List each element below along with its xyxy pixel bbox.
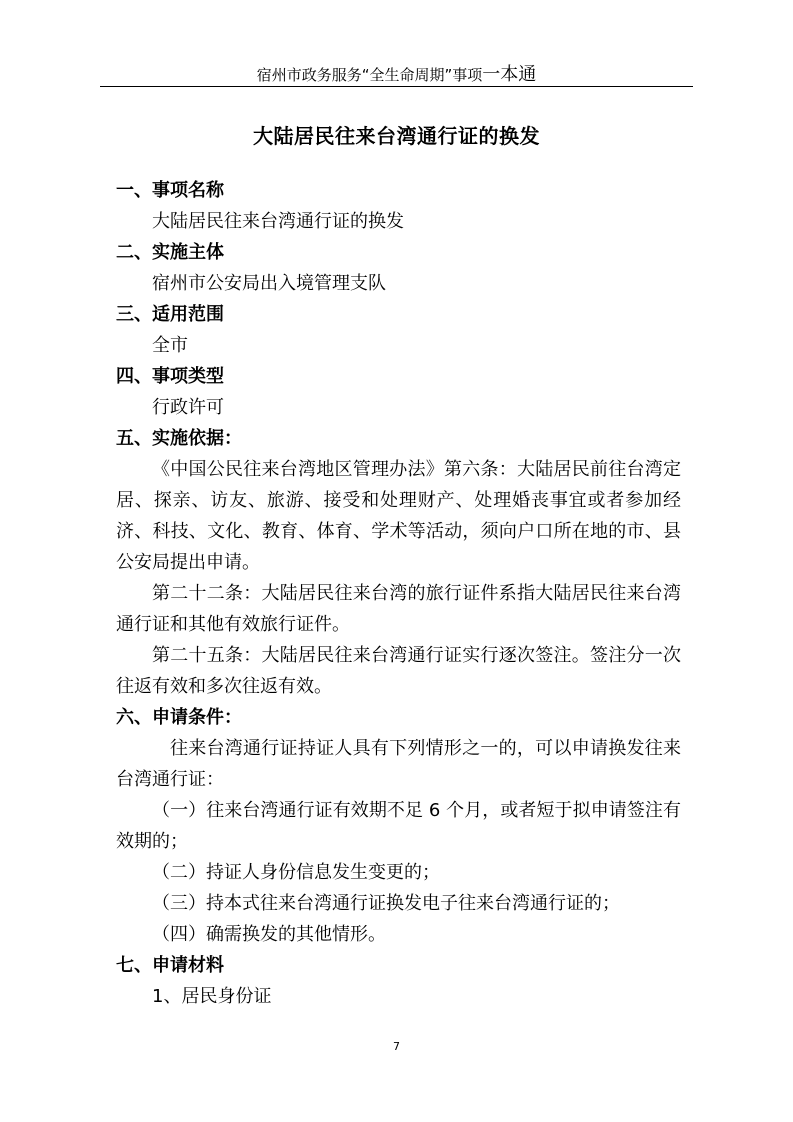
header-text: 宿州市政务服务“全生命周期”事项 bbox=[256, 66, 483, 84]
section-heading-conditions: 六、申请条件： bbox=[116, 707, 242, 728]
conditions-intro: 往来台湾通行证持证人具有下列情形之一的，可以申请换发往来台湾通行证： bbox=[116, 738, 681, 790]
basis-paragraph-3: 第二十五条：大陆居民往来台湾通行证实行逐次签注。签注分一次往返有效和多次往返有效。 bbox=[116, 645, 681, 697]
section-heading-scope: 三、适用范围 bbox=[116, 304, 224, 325]
material-item: 1、居民身份证 bbox=[152, 986, 272, 1007]
document-title: 大陆居民往来台湾通行证的换发 bbox=[253, 124, 540, 148]
running-header bbox=[100, 60, 693, 86]
header-rule bbox=[100, 86, 693, 87]
condition-item: （一）往来台湾通行证有效期不足 6 个月，或者短于拟申请签注有效期的； bbox=[116, 800, 681, 852]
scope-text: 全市 bbox=[152, 335, 188, 356]
condition-item: （四）确需换发的其他情形。 bbox=[152, 924, 386, 945]
type-text: 行政许可 bbox=[152, 397, 224, 418]
section-heading-implementer: 二、实施主体 bbox=[116, 242, 224, 263]
section-heading-item-name: 一、事项名称 bbox=[116, 180, 224, 201]
condition-item: （三）持本式往来台湾通行证换发电子往来台湾通行证的； bbox=[152, 893, 620, 914]
section-heading-basis: 五、实施依据： bbox=[116, 428, 242, 449]
page-number: 7 bbox=[393, 1040, 400, 1053]
section-heading-materials: 七、申请材料 bbox=[116, 955, 224, 976]
item-name-text: 大陆居民往来台湾通行证的换发 bbox=[152, 211, 404, 232]
section-heading-type: 四、事项类型 bbox=[116, 366, 224, 387]
condition-item: （二）持证人身份信息发生变更的； bbox=[152, 862, 440, 883]
basis-paragraph-1: 《中国公民往来台湾地区管理办法》第六条：大陆居民前往台湾定居、探亲、访友、旅游、接受和处理财产、处理婚丧事宜或者参加经济、科技、文化、教育、体育、学术等活动，须向户口所在地的市、县公安局提出申请。 bbox=[116, 459, 681, 573]
header-tail: 一本通 bbox=[482, 64, 537, 85]
basis-paragraph-2: 第二十二条：大陆居民往来台湾的旅行证件系指大陆居民往来台湾通行证和其他有效旅行证件。 bbox=[116, 583, 681, 635]
implementer-text: 宿州市公安局出入境管理支队 bbox=[152, 273, 386, 294]
document-body bbox=[116, 175, 681, 1012]
